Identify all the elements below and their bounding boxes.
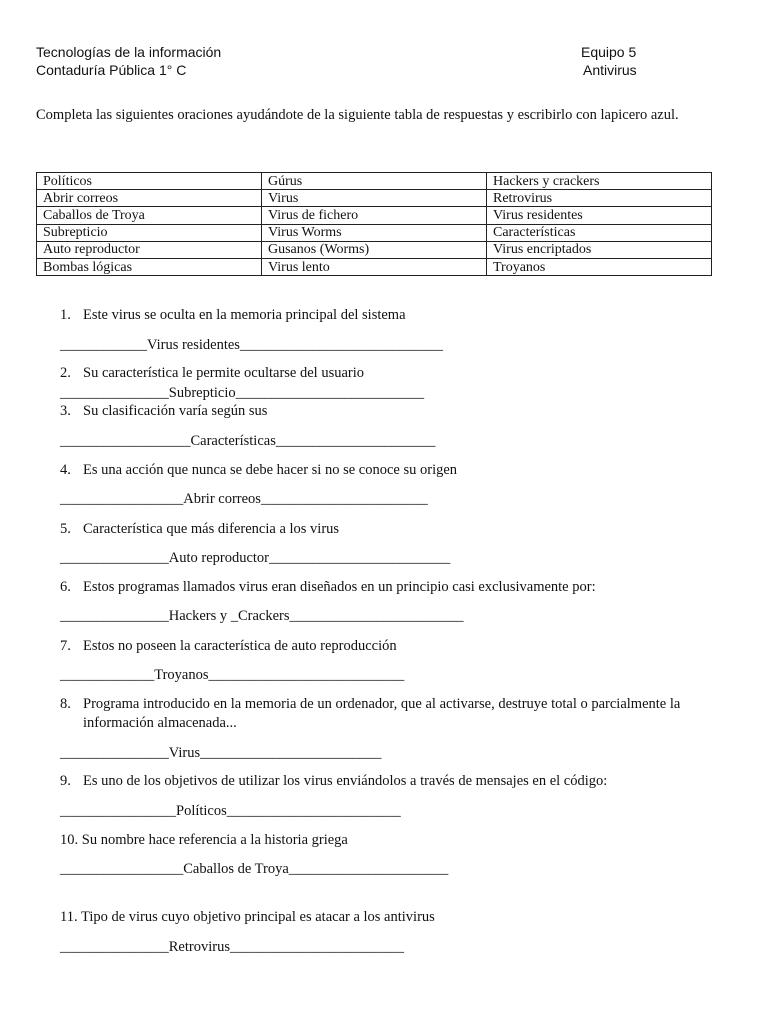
table-cell: Bombas lógicas: [37, 258, 262, 275]
question-number: 2.: [60, 365, 71, 381]
question-text: Su característica le permite ocultarse del usuario: [83, 365, 365, 381]
table-cell: Abrir correos: [37, 190, 262, 207]
table-cell: Virus de fichero: [262, 207, 487, 224]
question-number: 8.: [60, 696, 71, 712]
answer-table: [36, 172, 712, 276]
table-row: [37, 258, 712, 275]
table-row: [37, 207, 712, 224]
table-cell: Virus Worms: [262, 224, 487, 241]
table-cell: Auto reproductor: [37, 241, 262, 258]
question-8-continuation: información almacenada...: [83, 715, 237, 731]
answer-line-11: _______________Retrovirus________________________: [60, 939, 404, 955]
answer-line-9: ________________Políticos________________________: [60, 803, 401, 819]
answer-line-6: _______________Hackers y _Crackers________________________: [60, 608, 464, 624]
table-cell: Gusanos (Worms): [262, 241, 487, 258]
question-number: 7.: [60, 638, 71, 654]
question-text: Tipo de virus cuyo objetivo principal es atacar a los antivirus: [80, 909, 435, 925]
course-label: Contaduría Pública 1° C: [36, 62, 187, 78]
team-label: Equipo 5: [581, 44, 637, 60]
topic-label: Antivirus: [583, 62, 637, 78]
table-cell: Virus lento: [262, 258, 487, 275]
table-cell: Políticos: [37, 173, 262, 190]
question-text: Programa introducido en la memoria de un ordenador, que al activarse, destruye total o parcialmente la: [83, 696, 681, 712]
answer-line-1: ____________Virus residentes____________________________: [60, 337, 443, 353]
table-cell: Hackers y crackers: [487, 173, 712, 190]
question-number: 3.: [60, 403, 71, 419]
question-text: Estos no poseen la característica de auto reproducción: [83, 638, 397, 654]
answer-line-8: _______________Virus_________________________: [60, 745, 382, 761]
question-text: Es una acción que nunca se debe hacer si no se conoce su origen: [83, 462, 458, 478]
question-text: Es uno de los objetivos de utilizar los virus enviándolos a través de mensajes en el código:: [83, 773, 608, 789]
question-text: Su nombre hace referencia a la historia griega: [81, 832, 348, 848]
question-number: 6.: [60, 579, 71, 595]
answer-line-10: _________________Caballos de Troya______________________: [60, 861, 449, 877]
question-number: 1.: [60, 307, 71, 323]
table-cell: Subrepticio: [37, 224, 262, 241]
question-10: [60, 832, 348, 849]
table-cell: Caballos de Troya: [37, 207, 262, 224]
table-cell: Características: [487, 224, 712, 241]
question-number: 11.: [60, 909, 78, 925]
table-cell: Virus encriptados: [487, 241, 712, 258]
question-number: 4.: [60, 462, 71, 478]
question-text: Estos programas llamados virus eran diseñados en un principio casi exclusivamente por:: [83, 579, 596, 595]
question-number: 9.: [60, 773, 71, 789]
instructions: Completa las siguientes oraciones ayudándote de la siguiente tabla de respuestas y escribirlo con lapicero azul.: [36, 107, 679, 123]
table-row: [37, 190, 712, 207]
answer-line-2: _______________Subrepticio__________________________: [60, 385, 425, 401]
answer-line-5: _______________Auto reproductor_________________________: [60, 550, 451, 566]
table-cell: Virus residentes: [487, 207, 712, 224]
table-cell: Troyanos: [487, 258, 712, 275]
table-row: [37, 224, 712, 241]
table-cell: Gúrus: [262, 173, 487, 190]
question-11: [60, 909, 435, 926]
question-text: Característica que más diferencia a los virus: [83, 521, 340, 537]
question-number: 5.: [60, 521, 71, 537]
answer-line-4: _________________Abrir correos_______________________: [60, 491, 428, 507]
answer-line-3: __________________Características______________________: [60, 433, 436, 449]
question-text: Este virus se oculta en la memoria principal del sistema: [83, 307, 406, 323]
table-row: [37, 241, 712, 258]
answer-line-7: _____________Troyanos___________________________: [60, 667, 405, 683]
table-cell: Virus: [262, 190, 487, 207]
table-row: [37, 173, 712, 190]
question-number: 10.: [60, 832, 79, 848]
question-text: Su clasificación varía según sus: [83, 403, 268, 419]
subject-title: Tecnologías de la información: [36, 44, 222, 60]
table-cell: Retrovirus: [487, 190, 712, 207]
